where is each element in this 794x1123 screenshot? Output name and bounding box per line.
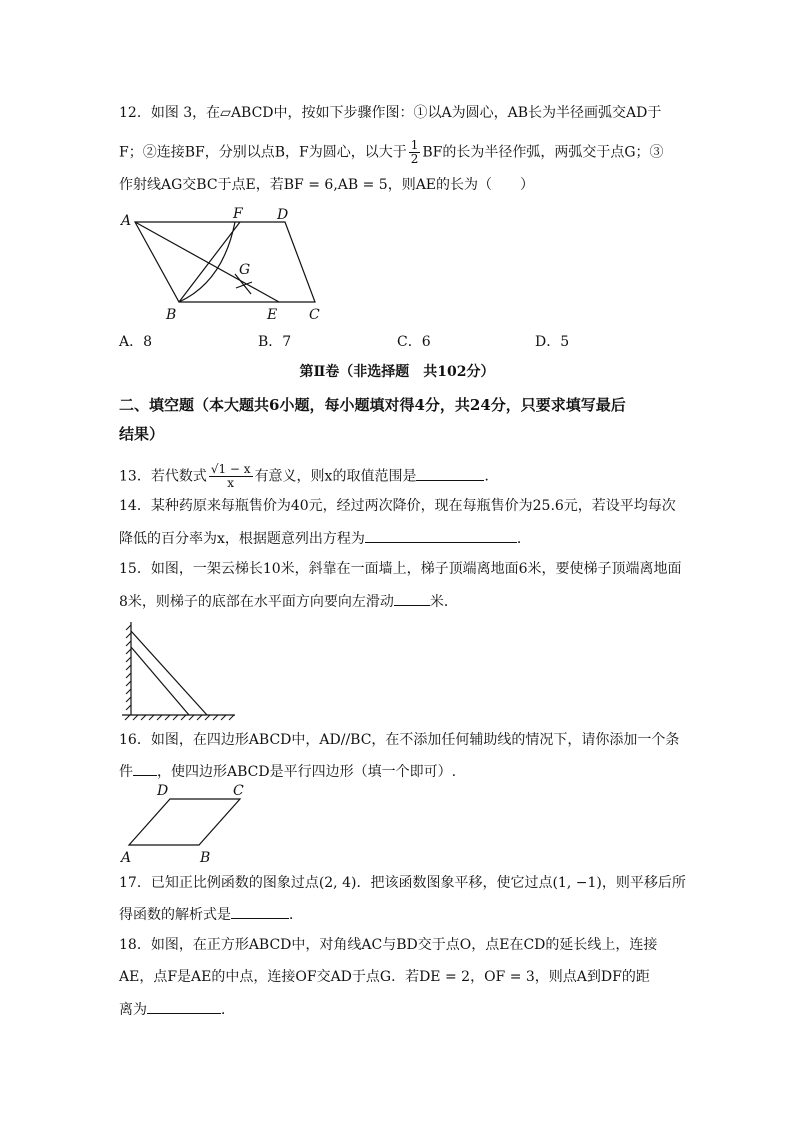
q17-line-1: 17．已知正比例函数的图象过点(2, 4)．把该函数图象平移，使它过点(1, −1)，则平移后所	[119, 875, 686, 891]
q18-line-3	[119, 999, 235, 1020]
q12-fraction	[409, 139, 421, 166]
q12-parallelogram-figure	[115, 202, 335, 326]
section-2-heading-line-1: 二、填空题（本大题共6小题，每小题填对得4分，共24分，只要求填写最后	[119, 396, 626, 414]
q17-answer-blank[interactable]	[231, 904, 289, 919]
q15-line-2	[119, 591, 458, 612]
q18-line-2: AE，点F是AE的中点，连接OF交AD于点G．若DE = 2，OF = 3，则点A到DF的距	[119, 969, 650, 985]
q15-ladder-moved	[131, 631, 207, 715]
q17-line-2	[119, 904, 303, 925]
q13-answer-blank[interactable]	[416, 466, 484, 481]
q18-answer-blank[interactable]	[147, 999, 221, 1014]
q14-line-2-text: 降低的百分率为x，根据题意列出方程为	[119, 531, 365, 547]
q12-option-c: C．6	[397, 334, 431, 350]
q18-line-1: 18．如图，在正方形ABCD中，对角线AC与BD交于点O，点E在CD的延长线上，连接	[119, 937, 658, 953]
q12-label-g: G	[239, 262, 251, 278]
q14-line-2	[119, 528, 531, 549]
q14-answer-blank[interactable]	[365, 528, 517, 543]
q15-line-2-text: 8米，则梯子的底部在水平面方向要向左滑动	[119, 594, 394, 610]
q12-line-2	[119, 139, 664, 166]
q12-option-d: D．5	[535, 334, 570, 350]
q16-line-2-start: 件	[119, 764, 133, 780]
q12-label-d: D	[277, 207, 289, 223]
q12-line-3: 作射线AG交BC于点E，若BF = 6,AB = 5，则AE的长为（ ）	[119, 177, 535, 193]
q13-suffix: 有意义，则x的取值范围是	[254, 468, 417, 485]
q15-ground-hatch	[125, 715, 234, 720]
q13-line	[119, 463, 498, 490]
q16-line-2-end: ，使四边形ABCD是平行四边形（填一个即可）.	[157, 764, 457, 780]
q16-answer-blank[interactable]	[133, 761, 157, 776]
q16-label-d: D	[157, 783, 169, 799]
q13-fraction	[209, 463, 253, 490]
q15-ladder-original	[131, 647, 189, 715]
q13-fraction-numerator: √1 − x	[210, 462, 251, 476]
q16-label-c: C	[233, 783, 244, 799]
q13-fraction-denominator: x	[227, 476, 235, 490]
q12-line-2-end: BF的长为半径作弧，两弧交于点G；③	[422, 144, 664, 161]
q17-end: ．	[289, 907, 303, 923]
q13-end: ．	[484, 468, 499, 485]
q18-line-3-text: 离为	[119, 1002, 147, 1018]
q15-end: 米．	[429, 594, 458, 610]
q12-label-c: C	[309, 307, 320, 323]
q12-option-b: B．7	[258, 334, 292, 350]
q12-label-f: F	[233, 206, 243, 222]
q14-line-1: 14．某种药原来每瓶售价为40元，经过两次降价，现在每瓶售价为25.6元，若设平均每次	[119, 498, 676, 514]
q17-line-2-text: 得函数的解析式是	[119, 907, 231, 923]
section-2-heading-line-2: 结果）	[119, 425, 165, 443]
q12-label-b: B	[166, 307, 177, 323]
q15-line-1: 15．如图，一架云梯长10米，斜靠在一面墙上，梯子顶端离地面6米，要使梯子顶端离地面	[119, 561, 682, 577]
section-2-title: 第Ⅱ卷（非选择题 共102分）	[299, 364, 495, 380]
q16-line-1: 16．如图，在四边形ABCD中，AD//BC，在不添加任何辅助线的情况下，请你添加一个条	[119, 732, 680, 748]
q12-option-a: A．8	[119, 334, 153, 350]
q12-line-bf	[179, 222, 240, 302]
q13-prefix: 13．若代数式	[119, 468, 207, 485]
q15-ladder-figure	[117, 619, 239, 721]
q16-parallelogram-figure	[115, 780, 260, 866]
q14-end: ．	[516, 531, 531, 547]
q16-label-a: A	[121, 850, 132, 866]
q12-fraction-denominator: 2	[410, 152, 419, 166]
q12-label-e: E	[267, 307, 278, 323]
q15-wall-hatch	[126, 625, 131, 710]
q16-parallelogram	[129, 799, 240, 845]
q12-line-1: 12．如图 3，在▱ABCD中，按如下步骤作图：①以A为圆心，AB长为半径画弧交AD于	[119, 105, 662, 121]
q15-answer-blank[interactable]	[394, 591, 430, 606]
q12-parallelogram	[135, 222, 315, 302]
q12-fraction-numerator: 1	[410, 138, 419, 152]
q16-label-b: B	[200, 850, 211, 866]
q16-line-2	[119, 761, 456, 782]
q12-line-2-start: F；②连接BF，分别以点B，F为圆心，以大于	[119, 144, 407, 161]
q18-end: ．	[221, 1002, 235, 1018]
q12-label-a: A	[121, 213, 132, 229]
